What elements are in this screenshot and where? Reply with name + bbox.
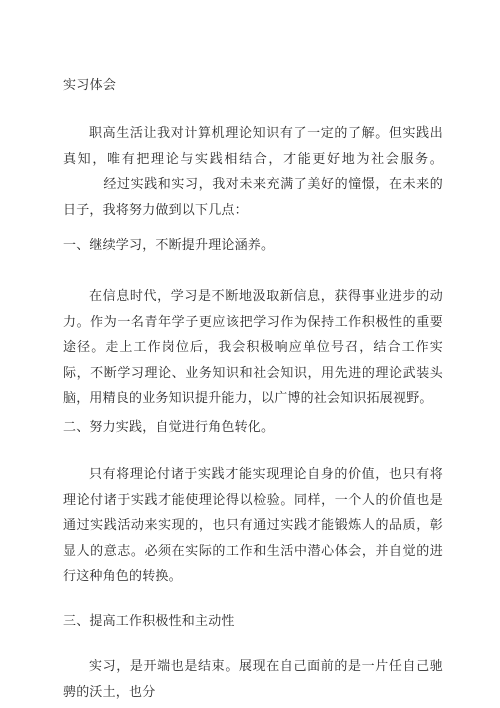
- intro-paragraph: [63, 121, 443, 223]
- section-1-heading: 一、继续学习，不断提升理论涵养。: [63, 238, 275, 253]
- intro-text-part2: 经过实践和实习，我对未来充满了美好的憧憬，在未来的日子，我将努力做到以下几点：: [63, 177, 443, 218]
- document-title: 实习体会: [63, 78, 117, 93]
- section-1-body: 在信息时代，学习是不断地汲取新信息，获得事业进步的动力。作为一名青年学子更应该把学习作为保持工作积极性的重要途径。走上工作岗位后，我会积极响应单位号召，结合工作实际，不断学习理论、业务知识和社会知识，用先进的理论武装头脑，用精良的业务知识提升能力，以广博的社会知识拓展视野。: [63, 289, 443, 406]
- section-2-heading: 二、努力实践，自觉进行角色转化。: [63, 420, 275, 435]
- intro-text-part1: 职高生活让我对计算机理论知识有了一定的了解。但实践出真知，唯有把理论与实践相结合，才能更好地为社会服务。: [63, 126, 443, 167]
- section-3-body: 实习，是开端也是结束。展现在自己面前的是一片任自己驰骋的沃土，也分: [63, 659, 443, 700]
- section-3-heading: 三、提高工作积极性和主动性: [63, 614, 235, 629]
- section-2-body: 只有将理论付诸于实践才能实现理论自身的价值，也只有将理论付诸于实践才能使理论得以检验。同样，一个人的价值也是通过实践活动来实现的，也只有通过实践才能锻炼人的品质，彰显人的意志。必须在实际的工作和生活中潜心体会，并自觉的进行这种角色的转换。: [63, 467, 443, 584]
